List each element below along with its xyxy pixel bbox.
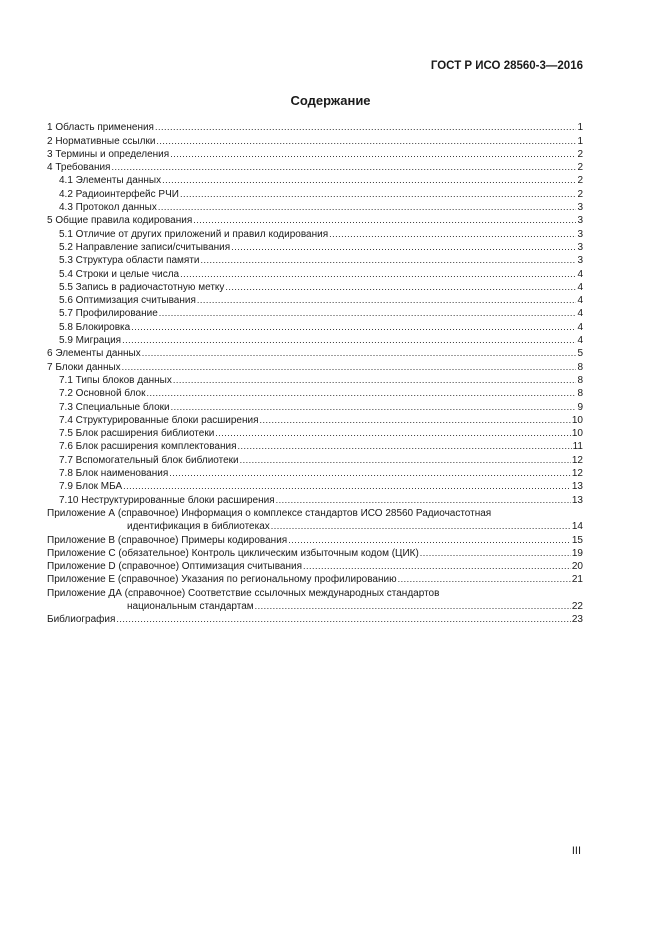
toc-entry[interactable] [47,414,583,427]
toc-entry-label: 4 Требования [47,162,111,174]
toc-entry-label: 7.9 Блок МБА [59,481,123,493]
toc-entry-label: 5.7 Профилирование [59,308,158,320]
toc-entry[interactable] [47,440,583,453]
toc-entry[interactable] [47,547,583,560]
toc-entry[interactable] [47,467,583,480]
page-title: Содержание [290,93,371,108]
toc-leader-dots [116,613,570,626]
toc-entry-label: 7.10 Неструктурированные блоки расширения [59,494,275,506]
toc-entry-page: 4 [577,308,583,320]
toc-entry[interactable] [47,134,583,147]
toc-entry[interactable] [47,174,583,187]
toc-leader-dots [180,268,576,281]
toc-entry[interactable] [47,334,583,347]
toc-entry-page: 12 [571,468,583,480]
toc-entry[interactable] [47,121,583,134]
toc-entry[interactable] [47,586,583,599]
toc-entry[interactable] [47,573,583,586]
toc-entry-page: 1 [577,122,583,134]
toc-entry-page: 14 [571,521,583,533]
toc-entry-page: 22 [571,600,583,612]
toc-entry-page: 10 [571,428,583,440]
toc-entry-page: 3 [577,202,583,214]
toc-leader-dots [122,334,576,347]
toc-entry-page: 10 [571,414,583,426]
toc-leader-dots [193,214,576,227]
toc-entry-label: 5.5 Запись в радиочастотную метку [59,281,225,293]
toc-entry-label: Приложение Е (справочное) Указания по региональному профилированию [47,574,397,586]
toc-entry-label: Приложение С (обязательное) Контроль циклическим избыточным кодом (ЦИК) [47,547,419,559]
toc-entry-page: 8 [577,361,583,373]
toc-leader-dots [420,547,571,560]
toc-entry[interactable] [47,201,583,214]
toc-entry[interactable] [47,427,583,440]
toc-entry-page: 1 [577,135,583,147]
toc-entry-label: 7 Блоки данных [47,361,121,373]
toc-leader-dots [156,135,576,148]
toc-leader-dots [288,534,571,547]
toc-entry-label: 5.1 Отличие от других приложений и правил кодирования [59,228,329,240]
toc-entry[interactable] [47,360,583,373]
toc-entry-label: 5 Общие правила кодирования [47,215,193,227]
toc-entry-label: 4.1 Элементы данных [59,175,162,187]
toc-leader-dots [180,188,576,201]
toc-entry-page: 11 [572,441,583,453]
toc-leader-dots [271,520,571,533]
toc-entry-label: Приложение D (справочное) Оптимизация считывания [47,561,303,573]
toc-leader-dots [171,401,576,414]
toc-entry[interactable] [47,507,583,520]
page-number: III [571,845,581,857]
toc-entry[interactable] [47,320,583,333]
toc-entry[interactable] [47,453,583,466]
toc-leader-dots [398,573,571,586]
toc-entry[interactable] [47,533,583,546]
toc-entry-page: 3 [577,215,583,227]
toc-leader-dots [122,361,576,374]
toc-entry-label: идентификация в библиотеках [127,521,270,533]
toc-entry[interactable] [47,560,583,573]
toc-entry-label: 4.3 Протокол данных [59,202,157,214]
toc-entry-page: 15 [571,534,583,546]
toc-leader-dots [197,294,576,307]
toc-entry-label: 7.1 Типы блоков данных [59,374,172,386]
toc-entry[interactable] [47,267,583,280]
toc-entry-page: 9 [577,401,583,413]
toc-leader-dots [170,148,576,161]
toc-entry-label: 5.2 Направление записи/считывания [59,241,231,253]
toc-entry-label: 5.4 Строки и целые числа [59,268,180,280]
toc-entry-label: 4.2 Радиоинтерфейс РЧИ [59,188,179,200]
toc-entry[interactable] [47,214,583,227]
table-of-contents [47,121,583,626]
toc-leader-dots [173,374,576,387]
toc-entry-page: 19 [571,547,583,559]
toc-leader-dots [155,121,576,134]
toc-leader-dots [201,254,576,267]
document-code-header: ГОСТ Р ИСО 28560-3—2016 [430,60,583,72]
toc-entry-label: 7.8 Блок наименования [59,468,169,480]
toc-leader-dots [238,440,572,453]
toc-leader-dots [303,560,571,573]
toc-entry-page: 2 [577,175,583,187]
toc-entry-page: 3 [577,241,583,253]
toc-entry-label: 7.7 Вспомогательный блок библиотеки [59,454,239,466]
toc-entry[interactable] [47,187,583,200]
toc-entry[interactable] [47,307,583,320]
toc-leader-dots [162,174,576,187]
toc-entry-label: 5.3 Структура области памяти [59,255,200,267]
toc-leader-dots [131,321,576,334]
toc-entry-label: Приложение ДА (справочное) Соответствие ссылочных международных стандартов [47,587,440,599]
toc-entry-label: 3 Термины и определения [47,148,170,160]
toc-entry-page: 5 [577,348,583,360]
toc-entry[interactable] [47,374,583,387]
toc-leader-dots [225,281,576,294]
toc-entry-page: 4 [577,335,583,347]
toc-entry[interactable] [47,480,583,493]
toc-entry[interactable] [47,493,583,506]
toc-entry-page: 13 [571,481,583,493]
toc-entry-label: 7.5 Блок расширения библиотеки [59,428,215,440]
toc-entry-page: 20 [571,561,583,573]
toc-entry-page: 4 [577,268,583,280]
toc-entry-page: 2 [577,162,583,174]
toc-entry-label: 7.4 Структурированные блоки расширения [59,414,259,426]
toc-entry[interactable] [47,613,583,626]
toc-leader-dots [159,307,576,320]
toc-entry-page: 2 [577,188,583,200]
toc-leader-dots [123,480,571,493]
toc-leader-dots [260,414,571,427]
toc-entry[interactable] [47,520,583,533]
toc-leader-dots [142,347,576,360]
toc-entry[interactable] [47,347,583,360]
toc-leader-dots [158,201,576,214]
toc-leader-dots [240,454,571,467]
toc-entry-label: 7.6 Блок расширения комплектования [59,441,237,453]
toc-entry[interactable] [47,148,583,161]
toc-entry-page: 13 [571,494,583,506]
toc-entry-label: 5.9 Миграция [59,335,122,347]
toc-entry[interactable] [47,281,583,294]
toc-entry-label: 7.2 Основной блок [59,388,146,400]
toc-leader-dots [146,387,576,400]
toc-entry-page: 8 [577,388,583,400]
toc-leader-dots [255,600,571,613]
toc-entry-label: 5.8 Блокировка [59,321,131,333]
toc-entry-page: 4 [577,281,583,293]
toc-leader-dots [169,467,571,480]
toc-leader-dots [276,494,571,507]
toc-entry[interactable] [47,294,583,307]
toc-entry-page: 3 [577,255,583,267]
toc-entry[interactable] [47,161,583,174]
toc-entry-label: 5.6 Оптимизация считывания [59,295,196,307]
toc-entry-label: 7.3 Специальные блоки [59,401,170,413]
toc-leader-dots [111,161,576,174]
toc-entry-label: Приложение А (справочное) Информация о комплексе стандартов ИСО 28560 Радиочастотная [47,507,492,519]
toc-entry-label: 6 Элементы данных [47,348,141,360]
toc-entry[interactable] [47,387,583,400]
toc-entry[interactable] [47,400,583,413]
toc-leader-dots [231,241,576,254]
toc-leader-dots [215,427,571,440]
toc-entry-label: Библиография [47,614,116,626]
toc-entry-page: 23 [571,614,583,626]
toc-entry-page: 3 [577,228,583,240]
toc-entry-label: национальным стандартам [127,600,254,612]
toc-entry[interactable] [47,227,583,240]
toc-entry-label: 2 Нормативные ссылки [47,135,156,147]
toc-entry-page: 4 [577,295,583,307]
toc-entry-page: 21 [571,574,583,586]
toc-entry[interactable] [47,241,583,254]
toc-entry[interactable] [47,254,583,267]
toc-entry-page: 12 [571,454,583,466]
toc-entry-label: Приложение В (справочное) Примеры кодирования [47,534,288,546]
toc-entry-page: 8 [577,374,583,386]
toc-entry[interactable] [47,600,583,613]
toc-entry-page: 2 [577,148,583,160]
toc-entry-label: 1 Область применения [47,122,154,134]
toc-leader-dots [329,228,576,241]
toc-entry-page: 4 [577,321,583,333]
